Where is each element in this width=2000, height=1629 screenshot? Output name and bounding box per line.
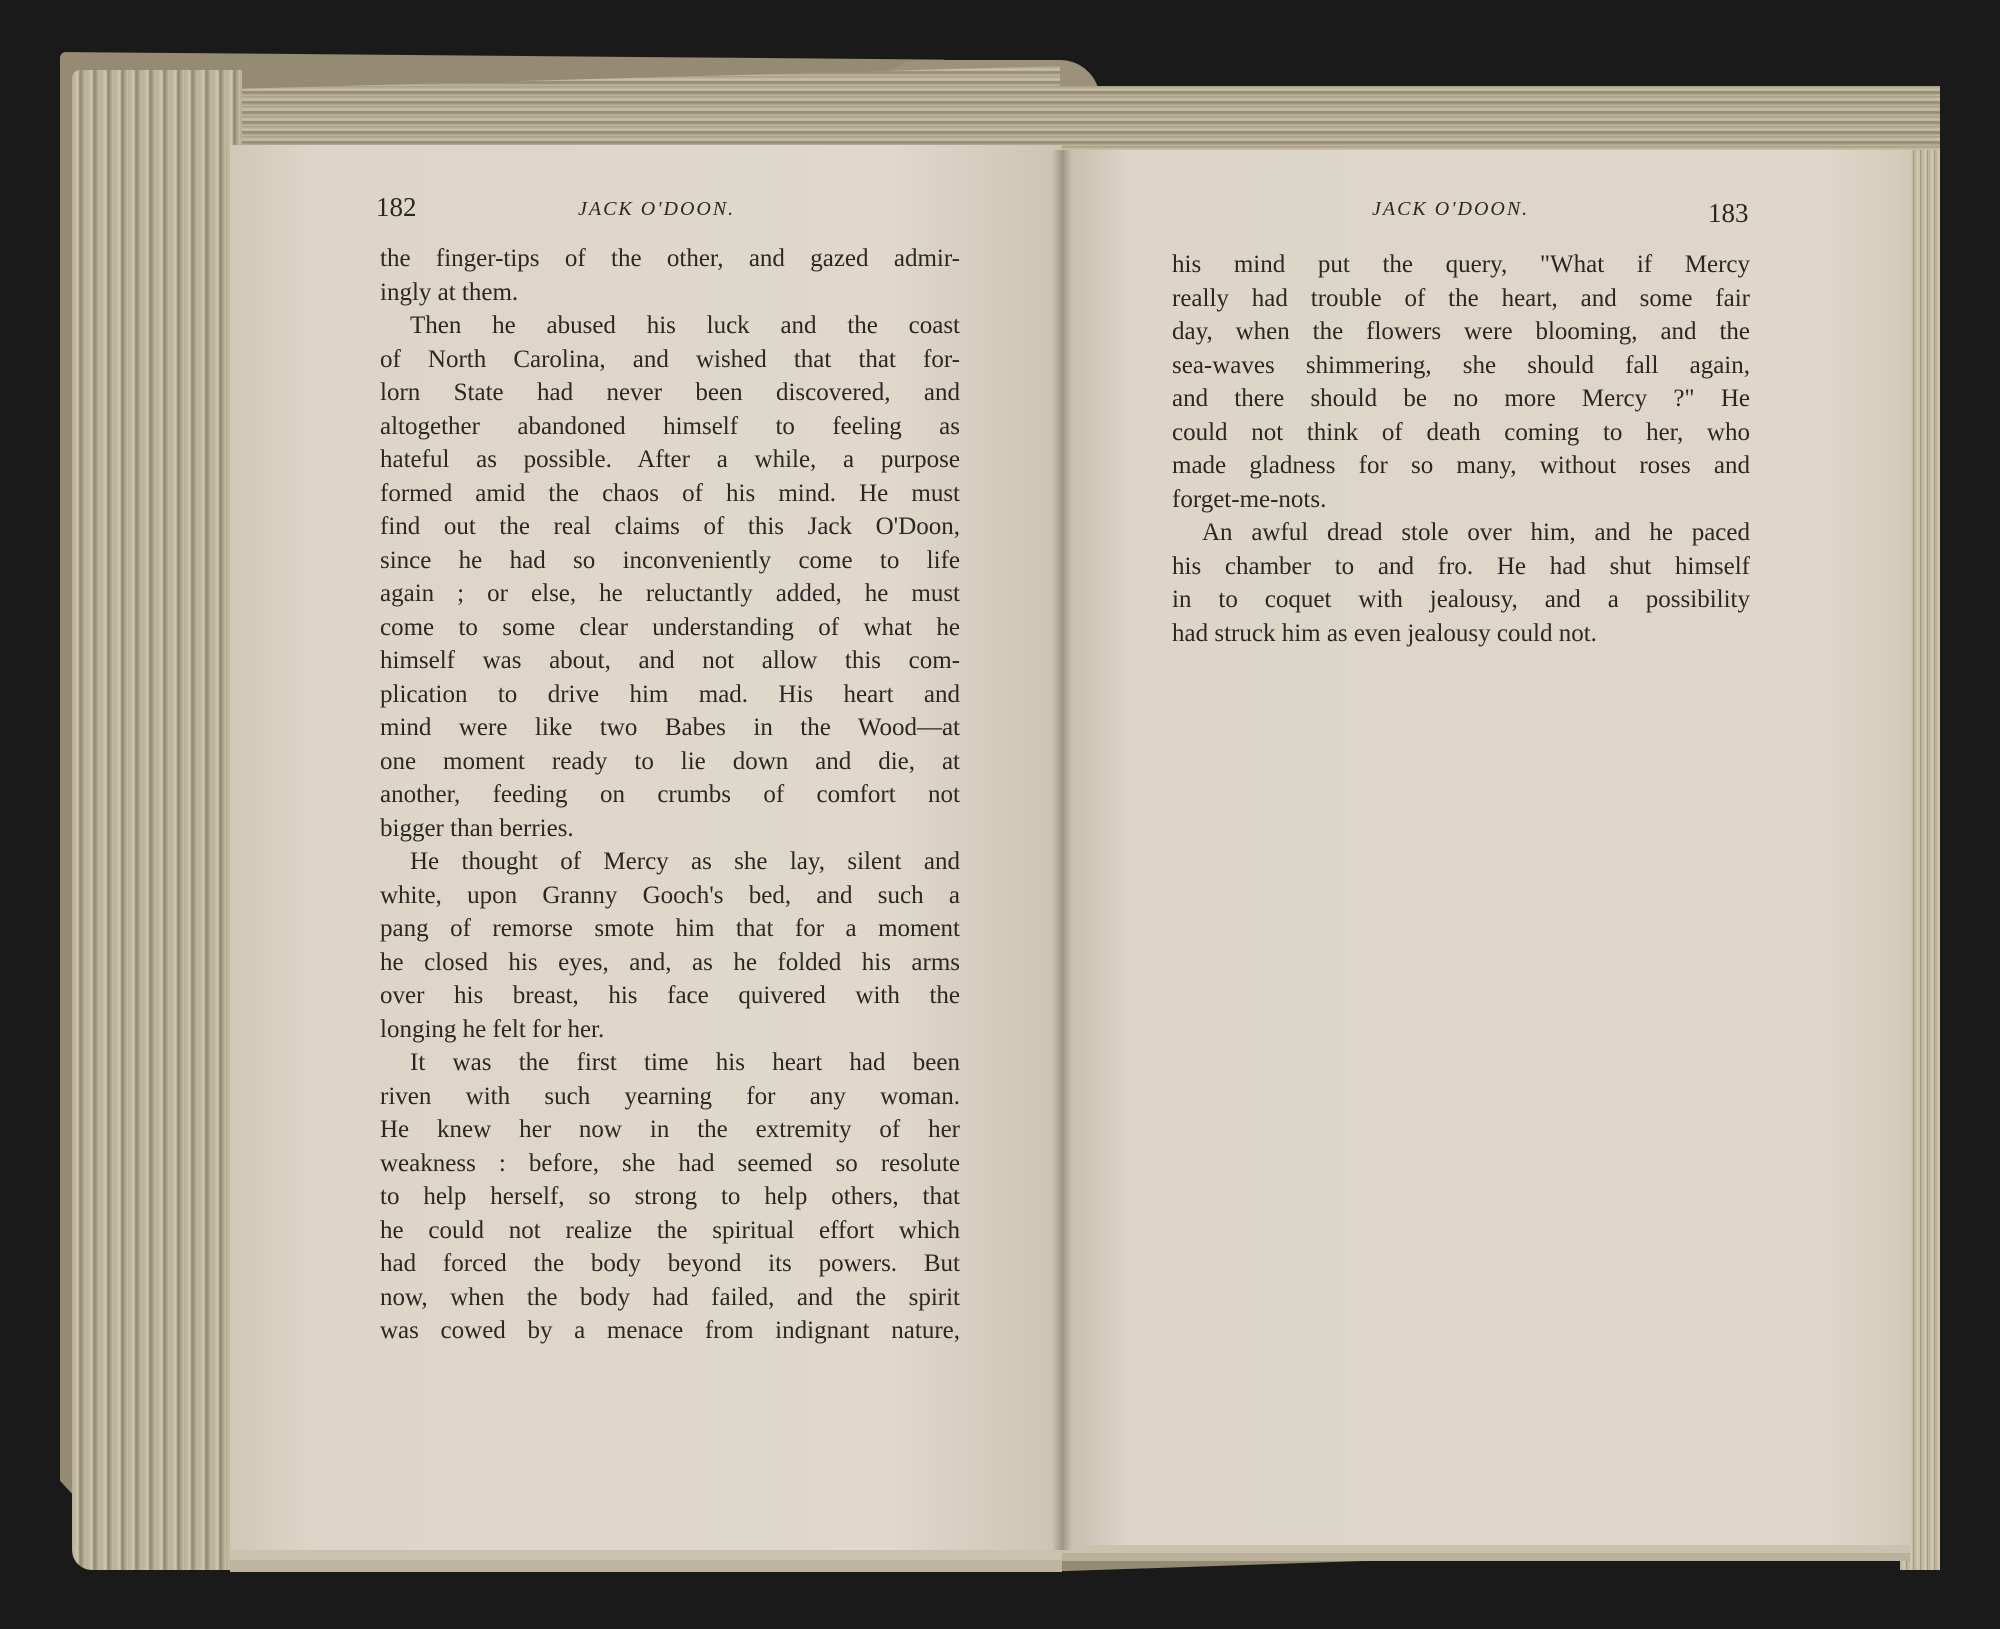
text-line: riven with such yearning for any woman.: [380, 1082, 960, 1110]
text-line: in to coquet with jealousy, and a possibility: [1172, 586, 1750, 613]
text-line: had forced the body beyond its powers. But: [380, 1250, 960, 1277]
text-line: bigger than berries.: [380, 814, 574, 842]
left-running-head: JACK O'DOON.: [578, 198, 736, 220]
text-line: himself was about, and not allow this com-: [380, 647, 960, 674]
text-line: again ; or else, he reluctantly added, he must: [380, 580, 960, 607]
left-page-number: 182: [376, 192, 417, 222]
text-line: he closed his eyes, and, as he folded his arms: [380, 948, 960, 976]
text-line: white, upon Granny Gooch's bed, and such a: [380, 881, 960, 909]
text-line: really had trouble of the heart, and some fair: [1172, 284, 1750, 312]
text-line: of North Carolina, and wished that that for-: [380, 345, 960, 373]
text-line: mind were like two Babes in the Wood—at: [380, 714, 960, 741]
page-edges-left: [72, 70, 242, 1570]
text-line: since he had so inconveniently come to life: [380, 546, 960, 574]
text-line: pang of remorse smote him that for a moment: [380, 915, 960, 942]
text-line: altogether abandoned himself to feeling as: [380, 412, 960, 440]
text-line: could not think of death coming to her, who: [1172, 418, 1750, 446]
text-line: ingly at them.: [380, 278, 519, 306]
text-line: was cowed by a menace from indignant nature,: [380, 1317, 960, 1344]
text-line: one moment ready to lie down and die, at: [380, 747, 960, 775]
text-line: An awful dread stole over him, and he paced: [1202, 519, 1750, 546]
text-line: lorn State had never been discovered, and: [380, 379, 960, 406]
text-line: day, when the flowers were blooming, and the: [1172, 318, 1750, 345]
text-line: He knew her now in the extremity of her: [380, 1116, 960, 1143]
text-line: weakness : before, she had seemed so resolute: [380, 1149, 960, 1177]
text-line: he could not realize the spiritual effort which: [380, 1216, 960, 1244]
text-line: come to some clear understanding of what he: [380, 613, 960, 641]
text-line: It was the first time his heart had been: [410, 1049, 960, 1076]
text-line: now, when the body had failed, and the spirit: [380, 1283, 960, 1311]
text-line: the finger-tips of the other, and gazed admir-: [380, 245, 960, 272]
text-line: Then he abused his luck and the coast: [410, 312, 960, 339]
text-line: had struck him as even jealousy could not.: [1172, 619, 1597, 647]
text-line: over his breast, his face quivered with the: [380, 982, 960, 1009]
text-line: his chamber to and fro. He had shut himself: [1172, 552, 1750, 580]
text-line: to help herself, so strong to help others, that: [380, 1183, 960, 1210]
text-line: another, feeding on crumbs of comfort not: [380, 781, 960, 808]
text-line: formed amid the chaos of his mind. He must: [380, 479, 960, 507]
text-line: and there should be no more Mercy ?" He: [1172, 385, 1750, 412]
book-gutter: [1052, 150, 1072, 1550]
text-line: sea-waves shimmering, she should fall again,: [1172, 351, 1750, 379]
text-line: hateful as possible. After a while, a purpose: [380, 446, 960, 473]
text-line: He thought of Mercy as she lay, silent and: [410, 848, 960, 875]
left-page-text: [380, 242, 960, 1348]
right-page-text: [1172, 248, 1750, 650]
text-line: find out the real claims of this Jack O'Doon,: [380, 513, 960, 540]
right-running-head: JACK O'DOON.: [1372, 198, 1530, 220]
text-line: made gladness for so many, without roses and: [1172, 452, 1750, 479]
right-page-number: 183: [1708, 198, 1749, 228]
text-line: forget-me-nots.: [1172, 485, 1327, 513]
text-line: his mind put the query, "What if Mercy: [1172, 251, 1750, 278]
text-line: longing he felt for her.: [380, 1015, 605, 1043]
text-line: plication to drive him mad. His heart and: [380, 680, 960, 708]
